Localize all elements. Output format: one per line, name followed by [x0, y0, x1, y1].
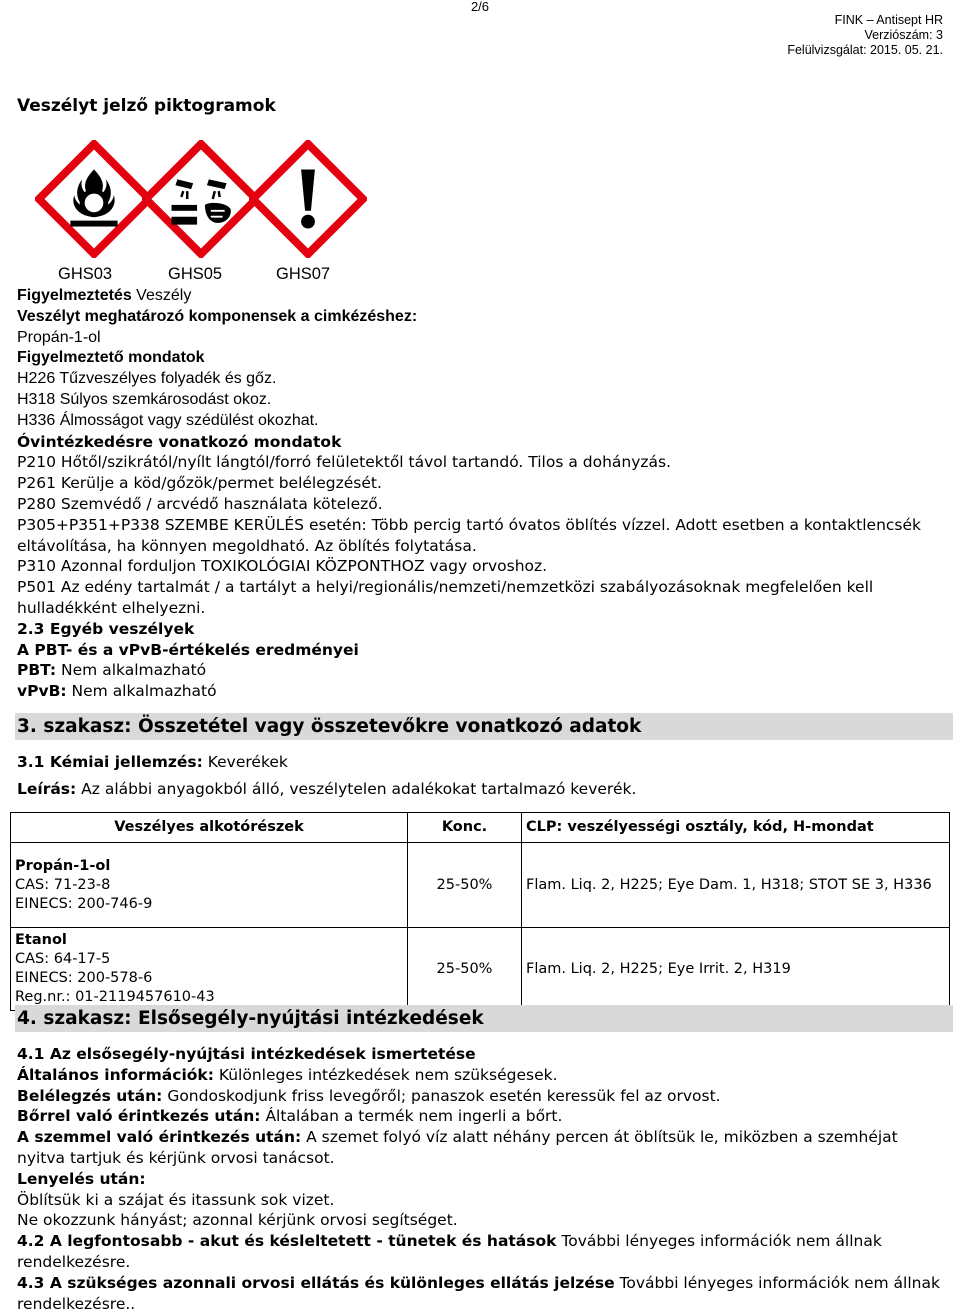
- description-line: [17, 779, 947, 800]
- precautionary-statements-heading: Óvintézkedésre vonatkozó mondatok: [17, 432, 342, 451]
- section-4-title: 4. szakasz: Elsősegély-nyújtási intézkedések: [15, 1005, 953, 1032]
- medical-attention-label: 4.3 A szükséges azonnali orvosi ellátás és különleges ellátás jelzése: [17, 1273, 615, 1292]
- ingestion-label: Lenyelés után:: [17, 1169, 146, 1188]
- precautionary-statement: P280 Szemvédő / arcvédő használata kötelező.: [17, 494, 383, 513]
- version-number: Verziószám: 3: [864, 28, 943, 42]
- first-aid-subheading: 4.1 Az elsősegély-nyújtási intézkedések ismertetése: [17, 1045, 476, 1063]
- pictogram-code: GHS07: [276, 265, 331, 283]
- pictogram-code: GHS05: [168, 265, 223, 283]
- component-id: EINECS: 200-746-9: [15, 895, 153, 912]
- pbt-line: [17, 660, 947, 681]
- inhalation-label: Belélegzés után:: [17, 1086, 163, 1105]
- component-id: Reg.nr.: 01-2119457610-43: [15, 989, 215, 1005]
- eye-contact-value: A szemet folyó víz alatt néhány percen át öblítsük le, miközben a szemhéjat nyitva tartjuk és kérjünk orvosi tanácsot.: [17, 1128, 898, 1167]
- revision-date: Felülvizsgálat: 2015. 05. 21.: [787, 43, 943, 57]
- inhalation-value: Gondoskodjunk friss levegőről; panaszok esetén keressük fel az orvost.: [167, 1086, 721, 1105]
- eye-contact-label: A szemmel való érintkezés után:: [17, 1128, 302, 1147]
- component-cell: [11, 843, 408, 928]
- product-name: FINK – Antisept HR: [834, 13, 943, 27]
- page-number: 2/6: [470, 0, 490, 14]
- component-name: Etanol: [15, 932, 67, 948]
- chemical-characterization: [17, 752, 947, 773]
- general-info-line: [17, 1065, 947, 1086]
- hazard-statement: H226 Tűzveszélyes folyadék és gőz.: [17, 370, 277, 388]
- vpvb-line: [17, 681, 947, 702]
- medical-attention-value: További lényeges információk nem állnak rendelkezésre..: [17, 1273, 940, 1313]
- symptoms-label: 4.2 A legfontosabb - akut és késleltetett - tünetek és hatások: [17, 1232, 557, 1251]
- other-hazards-heading: 2.3 Egyéb veszélyek: [17, 619, 195, 638]
- symptoms-line: [17, 1231, 947, 1273]
- corrosion-icon: [142, 140, 260, 258]
- concentration-cell: 25-50%: [408, 928, 522, 1011]
- clp-cell: Flam. Liq. 2, H225; Eye Irrit. 2, H319: [522, 928, 950, 1011]
- component-name: Propán-1-ol: [17, 328, 101, 346]
- chem-label: 3.1 Kémiai jellemzés:: [17, 753, 203, 771]
- component-id: CAS: 64-17-5: [15, 951, 111, 967]
- ingestion-text: Ne okozzunk hányást; azonnal kérjünk orvosi segítséget.: [17, 1211, 458, 1230]
- component-id: CAS: 71-23-8: [15, 876, 111, 893]
- pbt-value: Nem alkalmazható: [61, 661, 207, 680]
- description-label: Leírás:: [17, 780, 77, 798]
- signal-word-value: Veszély: [136, 287, 192, 304]
- exclamation-mark-icon: [249, 140, 367, 258]
- clp-cell: Flam. Liq. 2, H225; Eye Dam. 1, H318; STOT SE 3, H336: [522, 843, 950, 928]
- ingestion-text: Öblítsük ki a szájat és itassunk sok vizet.: [17, 1190, 335, 1209]
- table-header-row: [11, 813, 950, 843]
- flame-over-circle-icon: [35, 140, 153, 258]
- chem-value: Keverékek: [207, 753, 288, 771]
- column-header: Konc.: [408, 813, 522, 843]
- skin-contact-value: Általában a termék nem ingerli a bőrt.: [265, 1107, 563, 1126]
- precautionary-statement: P261 Kerülje a köd/gőzök/permet belélegzését.: [17, 474, 382, 493]
- pictogram-code: GHS03: [58, 265, 113, 283]
- inhalation-line: [17, 1086, 947, 1107]
- medical-attention-line: [17, 1273, 947, 1314]
- table-row: [11, 928, 950, 1011]
- signal-word-line: [17, 286, 947, 307]
- precautionary-statement: P501 Az edény tartalmát / a tartályt a helyi/regionális/nemzeti/nemzetközi szabályozásoknak megfelelően kell hulladékként elhelyezni.: [17, 578, 874, 617]
- labelling-elements: [17, 286, 947, 702]
- pictograms-heading: Veszélyt jelző piktogramok: [17, 96, 276, 116]
- description-value: Az alábbi anyagokból álló, veszélytelen adalékokat tartalmazó keverék.: [81, 780, 637, 798]
- section-3-title: 3. szakasz: Összetétel vagy összetevőkre vonatkozó adatok: [15, 713, 953, 740]
- precautionary-statement: P305+P351+P338 SZEMBE KERÜLÉS esetén: Több percig tartó óvatos öblítés vízzel. Adott esetben a kontaktlencsék eltávolítása, ha könnyen megoldható. Az öblítés folytatása.: [17, 515, 922, 555]
- first-aid-measures: [17, 1044, 947, 1314]
- signal-word-label: Figyelmeztetés: [17, 287, 132, 304]
- general-info-value: Különleges intézkedések nem szükségesek.: [218, 1065, 558, 1084]
- concentration-cell: 25-50%: [408, 843, 522, 928]
- component-id: EINECS: 200-578-6: [15, 970, 153, 986]
- symptoms-value: További lényeges információk nem állnak rendelkezésre.: [17, 1232, 882, 1271]
- document-header: [787, 13, 943, 58]
- pbt-label: PBT:: [17, 661, 57, 680]
- hazard-statement: H336 Álmosságot vagy szédülést okozhat.: [17, 411, 319, 429]
- component-cell: [11, 928, 408, 1011]
- hazard-statement: H318 Súlyos szemkárosodást okoz.: [17, 390, 272, 408]
- pictogram-row: [35, 140, 365, 255]
- table-row: [11, 843, 950, 928]
- component-name: Propán-1-ol: [15, 857, 111, 874]
- vpvb-label: vPvB:: [17, 682, 67, 701]
- column-header: CLP: veszélyességi osztály, kód, H-mondat: [522, 813, 950, 843]
- vpvb-value: Nem alkalmazható: [71, 682, 217, 701]
- column-header: Veszélyes alkotórészek: [11, 813, 408, 843]
- general-info-label: Általános információk:: [17, 1065, 214, 1084]
- pbt-heading: A PBT- és a vPvB-értékelés eredményei: [17, 640, 359, 659]
- skin-contact-label: Bőrrel való érintkezés után:: [17, 1107, 261, 1126]
- precautionary-statement: P210 Hőtől/szikrától/nyílt lángtól/forró felületektől távol tartandó. Tilos a dohányzás.: [17, 453, 672, 472]
- eye-contact-line: [17, 1127, 947, 1169]
- precautionary-statement: P310 Azonnal forduljon TOXIKOLÓGIAI KÖZPONTHOZ vagy orvoshoz.: [17, 557, 548, 576]
- components-table: [10, 812, 950, 1011]
- components-heading: Veszélyt meghatározó komponensek a cimkézéshez:: [17, 307, 418, 325]
- skin-contact-line: [17, 1106, 947, 1127]
- hazard-statements-heading: Figyelmeztető mondatok: [17, 349, 205, 367]
